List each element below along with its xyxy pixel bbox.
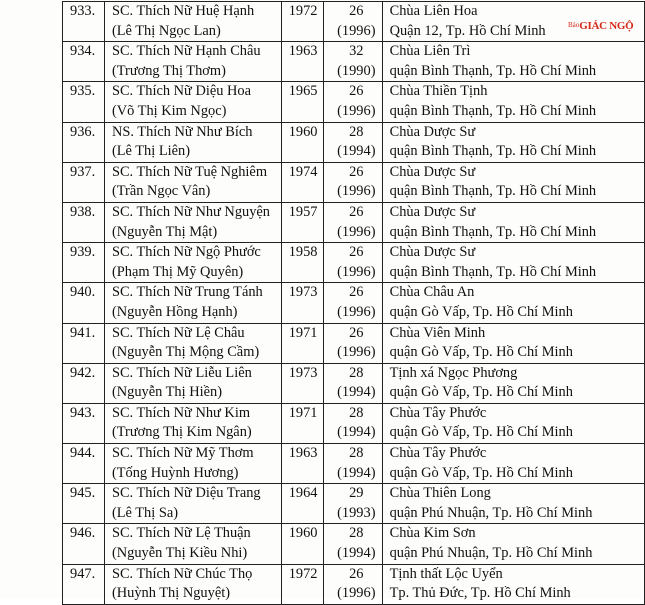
birth-year: 1960: [288, 123, 318, 140]
place-cell: [382, 122, 644, 162]
entry-number: 947.: [70, 565, 96, 582]
dharma-name: SC. Thích Nữ Như Kim: [111, 404, 251, 421]
entry-number-cell: [63, 162, 105, 202]
dharma-name: SC. Thích Nữ Lệ Châu: [111, 324, 245, 341]
ordination-age: 26: [349, 163, 364, 180]
ordination-age: 26: [349, 324, 364, 341]
ordination-year: (1996): [337, 102, 376, 119]
ordination-age: 28: [349, 123, 364, 140]
birth-year-cell: [281, 202, 323, 242]
table-row: [63, 403, 645, 443]
place-cell: [382, 444, 644, 484]
temple-name: Chùa Viên Minh: [389, 324, 486, 341]
birth-year-cell: [281, 524, 323, 564]
birth-year: 1972: [288, 3, 318, 19]
birth-year-cell: [281, 122, 323, 162]
dharma-name: SC. Thích Nữ Chúc Thọ: [111, 565, 253, 582]
temple-location: quận Gò Vấp, Tp. Hồ Chí Minh: [389, 424, 573, 441]
entry-number-cell: [63, 323, 105, 363]
place-cell: [382, 564, 644, 604]
age-cell: [324, 82, 383, 122]
birth-year-cell: [281, 243, 323, 283]
lay-name: (Lê Thị Sa): [111, 504, 179, 521]
table-row: [63, 564, 645, 604]
roster-body: [63, 2, 645, 605]
ordination-age: 26: [349, 83, 364, 100]
dharma-name: SC. Thích Nữ Như Nguyện: [111, 203, 270, 220]
entry-number: 939.: [70, 244, 96, 261]
temple-location: quận Bình Thạnh, Tp. Hồ Chí Minh: [389, 183, 597, 200]
entry-number: 944.: [70, 445, 96, 462]
dharma-name: SC. Thích Nữ Mỹ Thơm: [111, 445, 254, 462]
birth-year-cell: [281, 162, 323, 202]
entry-number: 938.: [70, 203, 96, 220]
temple-name: Chùa Dược Sư: [389, 163, 476, 180]
ordination-year: (1994): [337, 143, 376, 160]
entry-number-cell: [63, 2, 105, 42]
place-cell: [382, 82, 644, 122]
entry-number: 934.: [70, 43, 96, 60]
birth-year: 1960: [288, 525, 318, 542]
temple-name: Chùa Thiền Tịnh: [389, 83, 488, 100]
name-cell: [104, 323, 281, 363]
lay-name: (Lê Thị Liên): [111, 143, 191, 160]
entry-number-cell: [63, 122, 105, 162]
ordination-age: 26: [349, 244, 364, 261]
temple-location: quận Phú Nhuận, Tp. Hồ Chí Minh: [389, 545, 593, 562]
birth-year-cell: [281, 564, 323, 604]
ordination-year: (1990): [337, 62, 376, 79]
lay-name: (Trương Thị Kim Ngân): [111, 424, 252, 441]
ordination-age: 32: [349, 43, 364, 60]
birth-year: 1973: [288, 364, 318, 381]
temple-location: quận Bình Thạnh, Tp. Hồ Chí Minh: [389, 62, 597, 79]
logo-name: GIÁC NGỘ: [579, 20, 634, 32]
birth-year-cell: [281, 444, 323, 484]
giac-ngo-logo: [568, 16, 633, 34]
birth-year-cell: [281, 363, 323, 403]
entry-number: 940.: [70, 284, 96, 301]
table-row: [63, 283, 645, 323]
table-row: [63, 323, 645, 363]
birth-year: 1963: [288, 445, 318, 462]
place-cell: [382, 484, 644, 524]
temple-name: Chùa Tây Phước: [389, 445, 487, 462]
table-row: [63, 363, 645, 403]
temple-name: Chùa Dược Sư: [389, 123, 476, 140]
temple-name: Chùa Tây Phước: [389, 404, 487, 421]
place-cell: [382, 323, 644, 363]
temple-location: Quận 12, Tp. Hồ Chí Minh: [389, 22, 546, 39]
lay-name: (Nguyễn Thị Hiền): [111, 384, 222, 401]
entry-number-cell: [63, 42, 105, 82]
ordination-year: (1994): [337, 384, 376, 401]
age-cell: [324, 403, 383, 443]
entry-number: 945.: [70, 485, 96, 502]
entry-number: 943.: [70, 404, 96, 421]
temple-name: Chùa Kim Sơn: [389, 525, 476, 542]
temple-name: Tịnh thất Lộc Uyển: [389, 565, 503, 582]
place-cell: [382, 283, 644, 323]
age-cell: [324, 2, 383, 42]
birth-year: 1964: [288, 485, 318, 502]
temple-name: Tịnh xá Ngọc Phương: [389, 364, 518, 381]
birth-year: 1974: [288, 163, 318, 180]
birth-year: 1971: [288, 404, 318, 421]
dharma-name: NS. Thích Nữ Như Bích: [111, 123, 253, 140]
ordination-year: (1994): [337, 545, 376, 562]
age-cell: [324, 363, 383, 403]
temple-name: Chùa Liên Hoa: [389, 3, 478, 19]
ordination-year: (1996): [337, 303, 376, 320]
table-row: [63, 2, 645, 42]
lay-name: (Phạm Thị Mỹ Quyên): [111, 263, 244, 280]
dharma-name: SC. Thích Nữ Tuệ Nghiêm: [111, 163, 268, 180]
table-row: [63, 122, 645, 162]
temple-location: quận Bình Thạnh, Tp. Hồ Chí Minh: [389, 223, 597, 240]
temple-location: quận Gò Vấp, Tp. Hồ Chí Minh: [389, 384, 573, 401]
place-cell: [382, 42, 644, 82]
table-row: [63, 524, 645, 564]
dharma-name: SC. Thích Nữ Diệu Hoa: [111, 83, 251, 100]
entry-number-cell: [63, 564, 105, 604]
age-cell: [324, 42, 383, 82]
name-cell: [104, 564, 281, 604]
temple-location: Tp. Thủ Đức, Tp. Hồ Chí Minh: [389, 585, 571, 602]
temple-name: Chùa Liên Trì: [389, 43, 471, 60]
entry-number: 935.: [70, 83, 96, 100]
age-cell: [324, 444, 383, 484]
entry-number: 936.: [70, 123, 96, 140]
ordination-age: 26: [349, 284, 364, 301]
lay-name: (Nguyễn Hồng Hạnh): [111, 303, 238, 320]
ordination-age: 26: [349, 203, 364, 220]
temple-location: quận Gò Vấp, Tp. Hồ Chí Minh: [389, 464, 573, 481]
age-cell: [324, 202, 383, 242]
lay-name: (Huỳnh Thị Nguyệt): [111, 585, 230, 602]
entry-number-cell: [63, 363, 105, 403]
place-cell: [382, 363, 644, 403]
name-cell: [104, 444, 281, 484]
lay-name: (Nguyễn Thị Mộng Cầm): [111, 344, 260, 361]
ordination-year: (1996): [337, 223, 376, 240]
temple-location: quận Gò Vấp, Tp. Hồ Chí Minh: [389, 344, 573, 361]
birth-year-cell: [281, 82, 323, 122]
name-cell: [104, 2, 281, 42]
ordination-year: (1996): [337, 183, 376, 200]
birth-year: 1963: [288, 43, 318, 60]
entry-number-cell: [63, 202, 105, 242]
table-row: [63, 162, 645, 202]
name-cell: [104, 484, 281, 524]
name-cell: [104, 403, 281, 443]
birth-year: 1957: [288, 203, 318, 220]
birth-year: 1965: [288, 83, 318, 100]
dharma-name: SC. Thích Nữ Lệ Thuận: [111, 525, 251, 542]
place-cell: [382, 243, 644, 283]
entry-number: 937.: [70, 163, 96, 180]
name-cell: [104, 82, 281, 122]
entry-number: 941.: [70, 324, 96, 341]
ordination-year: (1994): [337, 424, 376, 441]
age-cell: [324, 323, 383, 363]
age-cell: [324, 283, 383, 323]
temple-name: Chùa Thiên Long: [389, 485, 491, 502]
temple-name: Chùa Dược Sư: [389, 244, 476, 261]
birth-year-cell: [281, 323, 323, 363]
lay-name: (Trần Ngọc Vân): [111, 183, 211, 200]
age-cell: [324, 484, 383, 524]
logo-prefix: Báo: [568, 21, 580, 29]
ordination-year: (1994): [337, 464, 376, 481]
name-cell: [104, 162, 281, 202]
entry-number: 946.: [70, 525, 96, 542]
ordination-age: 26: [349, 565, 364, 582]
entry-number-cell: [63, 82, 105, 122]
entry-number-cell: [63, 524, 105, 564]
ordination-age: 28: [349, 404, 364, 421]
ordination-year: (1993): [337, 504, 376, 521]
place-cell: [382, 524, 644, 564]
ordination-year: (1996): [337, 344, 376, 361]
temple-name: Chùa Dược Sư: [389, 203, 476, 220]
birth-year: 1973: [288, 284, 318, 301]
lay-name: (Lê Thị Ngọc Lan): [111, 22, 221, 39]
age-cell: [324, 162, 383, 202]
dharma-name: SC. Thích Nữ Liễu Liên: [111, 364, 252, 381]
table-row: [63, 444, 645, 484]
ordination-age: 28: [349, 525, 364, 542]
birth-year: 1971: [288, 324, 318, 341]
dharma-name: SC. Thích Nữ Trung Tánh: [111, 284, 263, 301]
name-cell: [104, 202, 281, 242]
birth-year-cell: [281, 403, 323, 443]
temple-location: quận Bình Thạnh, Tp. Hồ Chí Minh: [389, 102, 597, 119]
lay-name: (Võ Thị Kim Ngọc): [111, 102, 227, 119]
ordination-age: 28: [349, 445, 364, 462]
table-row: [63, 82, 645, 122]
name-cell: [104, 243, 281, 283]
entry-number: 942.: [70, 364, 96, 381]
dharma-name: SC. Thích Nữ Diệu Trang: [111, 485, 261, 502]
name-cell: [104, 42, 281, 82]
table-row: [63, 42, 645, 82]
table-row: [63, 484, 645, 524]
table-row: [63, 243, 645, 283]
place-cell: [382, 202, 644, 242]
age-cell: [324, 122, 383, 162]
place-cell: [382, 403, 644, 443]
birth-year: 1972: [288, 565, 318, 582]
birth-year-cell: [281, 484, 323, 524]
birth-year-cell: [281, 283, 323, 323]
entry-number-cell: [63, 243, 105, 283]
entry-number-cell: [63, 444, 105, 484]
dharma-name: SC. Thích Nữ Huệ Hạnh: [111, 3, 255, 19]
ordination-age: 29: [349, 485, 364, 502]
place-cell: [382, 162, 644, 202]
name-cell: [104, 524, 281, 564]
roster-table: [62, 1, 645, 605]
entry-number-cell: [63, 403, 105, 443]
ordination-year: (1996): [337, 263, 376, 280]
lay-name: (Tống Huỳnh Hương): [111, 464, 239, 481]
temple-name: Chùa Châu An: [389, 284, 475, 301]
ordination-year: (1996): [337, 22, 376, 39]
entry-number-cell: [63, 283, 105, 323]
name-cell: [104, 363, 281, 403]
table-row: [63, 202, 645, 242]
birth-year: 1958: [288, 244, 318, 261]
ordination-age: 26: [349, 3, 364, 19]
birth-year-cell: [281, 42, 323, 82]
name-cell: [104, 122, 281, 162]
name-cell: [104, 283, 281, 323]
age-cell: [324, 243, 383, 283]
ordination-year: (1996): [337, 585, 376, 602]
dharma-name: SC. Thích Nữ Ngộ Phước: [111, 244, 261, 261]
lay-name: (Trương Thị Thơm): [111, 62, 226, 79]
temple-location: quận Gò Vấp, Tp. Hồ Chí Minh: [389, 303, 573, 320]
entry-number: 933.: [70, 3, 96, 19]
temple-location: quận Phú Nhuận, Tp. Hồ Chí Minh: [389, 504, 593, 521]
lay-name: (Nguyễn Thị Kiều Nhi): [111, 545, 248, 562]
ordination-age: 28: [349, 364, 364, 381]
birth-year-cell: [281, 2, 323, 42]
dharma-name: SC. Thích Nữ Hạnh Châu: [111, 43, 261, 60]
lay-name: (Nguyễn Thị Mật): [111, 223, 218, 240]
temple-location: quận Bình Thạnh, Tp. Hồ Chí Minh: [389, 143, 597, 160]
age-cell: [324, 524, 383, 564]
temple-location: quận Bình Thạnh, Tp. Hồ Chí Minh: [389, 263, 597, 280]
age-cell: [324, 564, 383, 604]
entry-number-cell: [63, 484, 105, 524]
